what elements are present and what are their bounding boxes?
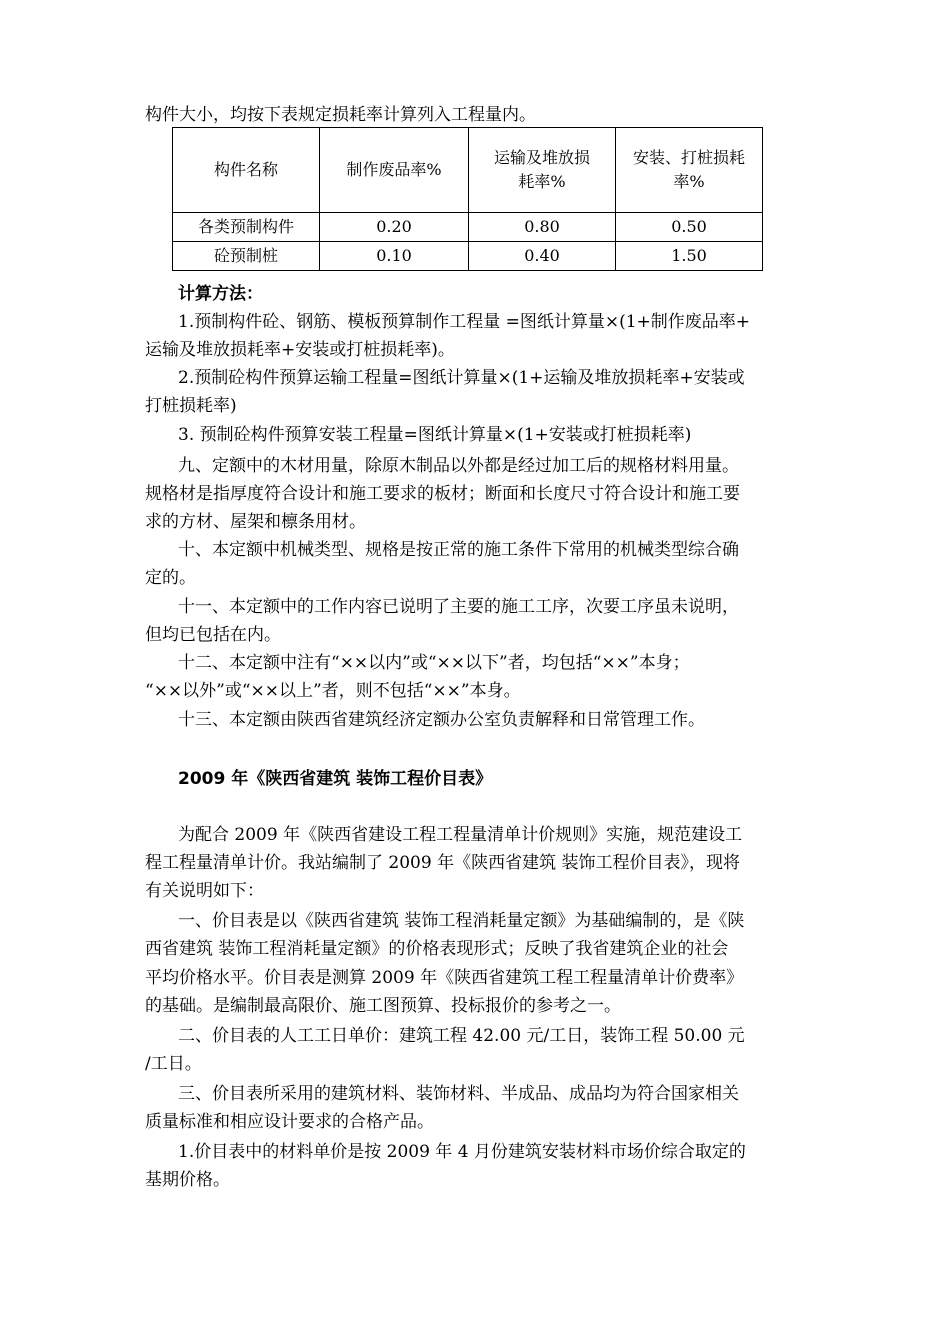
- table-cell: 0.10: [320, 242, 469, 271]
- para-12-line-1: 十二、本定额中注有“××以内”或“××以下”者，均包括“××”本身；: [178, 653, 690, 673]
- calc-item-2-line-1: 2.预制砼构件预算运输工程量=图纸计算量×(1+运输及堆放损耗率+安装或: [178, 368, 745, 388]
- price-para-1-line-4: 的基础。是编制最高限价、施工图预算、投标报价的参考之一。: [145, 996, 621, 1016]
- header-cell-waste-rate: 制作废品率%: [320, 128, 469, 213]
- price-para-3-line-2: 质量标准和相应设计要求的合格产品。: [145, 1112, 434, 1132]
- calc-method-heading: 计算方法：: [178, 284, 263, 304]
- header-cell-component-name: 构件名称: [173, 128, 320, 213]
- table-row: [173, 213, 763, 242]
- section-title: 2009 年《陕西省建筑 装饰工程价目表》: [178, 769, 493, 789]
- table-cell: 0.40: [469, 242, 616, 271]
- para-11-line-2: 但均已包括在内。: [145, 625, 281, 645]
- intro2-line-3: 有关说明如下：: [145, 881, 264, 901]
- para-9-line-2: 规格材是指厚度符合设计和施工要求的板材；断面和长度尺寸符合设计和施工要: [145, 484, 740, 504]
- price-para-3-1-line-1: 1.价目表中的材料单价是按 2009 年 4 月份建筑安装材料市场价综合取定的: [178, 1142, 746, 1162]
- price-para-3-line-1: 三、价目表所采用的建筑材料、装饰材料、半成品、成品均为符合国家相关: [178, 1084, 739, 1104]
- intro2-line-2: 程工程量清单计价。我站编制了 2009 年《陕西省建筑 装饰工程价目表》，现将: [145, 853, 740, 873]
- para-9-line-1: 九、定额中的木材用量，除原木制品以外都是经过加工后的规格材料用量。: [178, 456, 739, 476]
- price-para-1-line-3: 平均价格水平。价目表是测算 2009 年《陕西省建筑工程工程量清单计价费率》: [145, 968, 744, 988]
- price-para-1-line-1: 一、价目表是以《陕西省建筑 装饰工程消耗量定额》为基础编制的，是《陕: [178, 911, 745, 931]
- header-cell-install-rate: 安装、打桩损耗 率%: [616, 128, 763, 213]
- table-cell: 0.20: [320, 213, 469, 242]
- price-para-1-line-2: 西省建筑 装饰工程消耗量定额》的价格表现形式；反映了我省建筑企业的社会: [145, 939, 729, 959]
- para-12-line-2: “××以外”或“××以上”者，则不包括“××”本身。: [145, 681, 521, 701]
- price-para-2-line-2: /工日。: [145, 1054, 202, 1074]
- price-para-2-line-1: 二、价目表的人工工日单价：建筑工程 42.00 元/工日，装饰工程 50.00 元: [178, 1026, 745, 1046]
- calc-item-1-line-2: 运输及堆放损耗率+安装或打桩损耗率)。: [145, 340, 455, 360]
- para-11-line-1: 十一、本定额中的工作内容已说明了主要的施工工序，次要工序虽未说明，: [178, 597, 739, 617]
- table-cell: 1.50: [616, 242, 763, 271]
- calc-item-2-line-2: 打桩损耗率): [145, 396, 237, 416]
- intro2-line-1: 为配合 2009 年《陕西省建设工程工程量清单计价规则》实施，规范建设工: [178, 825, 743, 845]
- header-cell-transport-rate: 运输及堆放损 耗率%: [469, 128, 616, 213]
- table-header-row: [173, 128, 763, 213]
- table-cell: 砼预制桩: [173, 242, 320, 271]
- table-cell: 0.50: [616, 213, 763, 242]
- calc-item-3: 3. 预制砼构件预算安装工程量=图纸计算量×(1+安装或打桩损耗率): [178, 425, 692, 445]
- calc-item-1-line-1: 1.预制构件砼、钢筋、模板预算制作工程量 =图纸计算量×(1+制作废品率+: [178, 312, 751, 332]
- para-10-line-2: 定的。: [145, 568, 196, 588]
- para-10-line-1: 十、本定额中机械类型、规格是按正常的施工条件下常用的机械类型综合确: [178, 540, 739, 560]
- para-13: 十三、本定额由陕西省建筑经济定额办公室负责解释和日常管理工作。: [178, 710, 705, 730]
- loss-rate-table: [172, 127, 763, 271]
- price-para-3-1-line-2: 基期价格。: [145, 1170, 230, 1190]
- table-cell: 各类预制构件: [173, 213, 320, 242]
- para-9-line-3: 求的方材、屋架和檩条用材。: [145, 512, 366, 532]
- intro-line: 构件大小，均按下表规定损耗率计算列入工程量内。: [145, 105, 536, 125]
- table-cell: 0.80: [469, 213, 616, 242]
- table-row: [173, 242, 763, 271]
